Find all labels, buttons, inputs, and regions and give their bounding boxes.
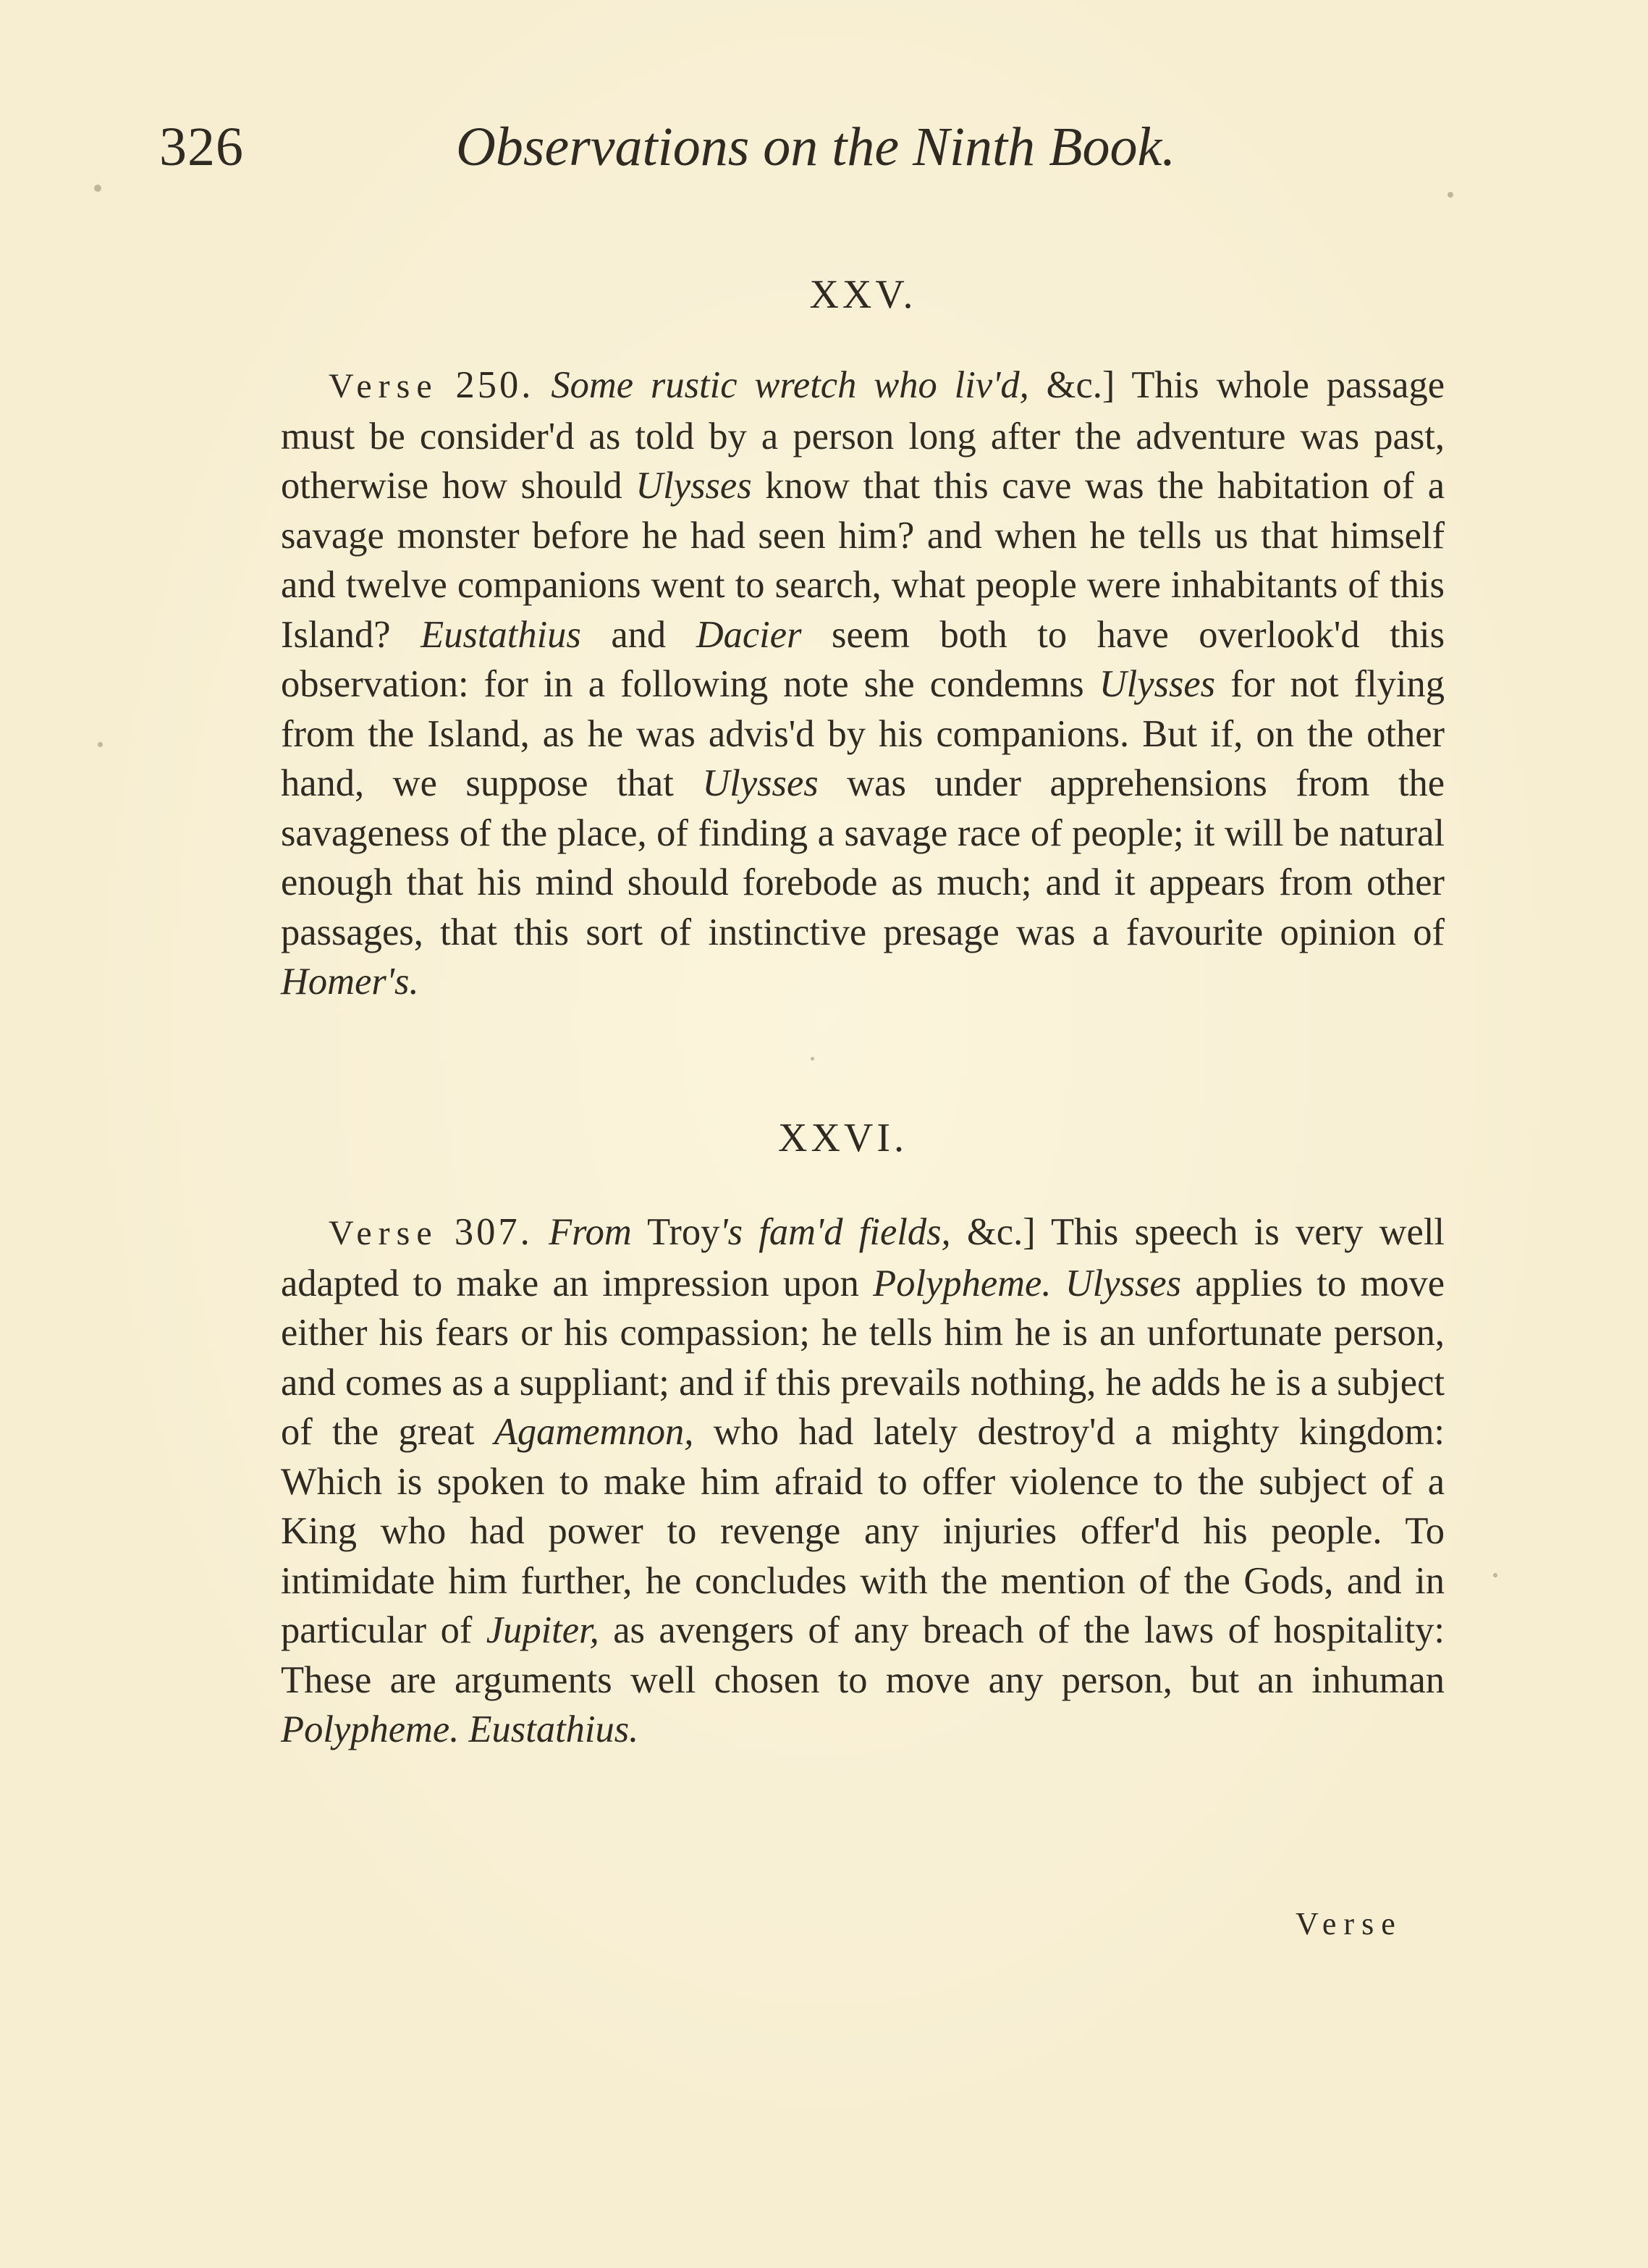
- verse-label: Verse: [329, 367, 439, 405]
- body-text: and: [611, 613, 667, 656]
- body-text: This whole passage must be consider'd as told by a person long after the adventure was past, otherwise how should: [281, 364, 1445, 507]
- body-text: was under apprehensions from the savageness of the place, of finding a savage race of people; it will be natural enough that his mind should forebode as much; and it appears from other passages, that this sort of instinctive presage was a favourite opinion of: [281, 762, 1445, 953]
- name-eustathius: Eustathius: [421, 613, 581, 656]
- body-text: know that this cave was the habitation of a savage monster before he had seen him? and when he tells us that himself and twelve companions went to search, what people were inhabitants of this Island?: [281, 465, 1445, 656]
- paper-speck: [98, 742, 103, 747]
- body-text: for not flying from the Island, as he was advis'd by his companions. But if, on the other hand, we suppose that: [281, 663, 1445, 804]
- name-polypheme: Polypheme.: [281, 1708, 460, 1750]
- name-ulysses: Ulysses: [635, 465, 752, 507]
- body-text: seem both to have overlook'd this observation: for in a following note she condemns: [281, 613, 1445, 705]
- name-agamemnon: Agamemnon,: [494, 1411, 694, 1453]
- body-text: as avengers of any breach of the laws of hospitality: These are arguments well chosen to move any person, but an inhuman: [281, 1609, 1445, 1701]
- section-xxvi-paragraph: [281, 1207, 1445, 1755]
- section-number-xxvi: XXVI.: [778, 1116, 908, 1160]
- catchword: Verse: [1296, 1906, 1403, 1942]
- etc-mark: &c.]: [1046, 364, 1115, 406]
- paper-speck: [1493, 1573, 1497, 1577]
- running-head: [159, 109, 1216, 195]
- body-text: who had lately destroy'd a mighty kingdom: Which is spoken to make him afraid to offer violence to the subject of a King who had power to revenge any injuries offer'd his people. To intimidate him further, he concludes with the mention of the Gods, and in particular of: [281, 1411, 1445, 1651]
- name-ulysses: Ulysses: [1099, 663, 1216, 705]
- verse-quote: Some rustic wretch who liv'd,: [551, 364, 1029, 406]
- name-eustathius: Eustathius.: [468, 1708, 639, 1750]
- paper-speck: [94, 185, 101, 192]
- verse-label: Verse: [329, 1214, 439, 1252]
- section-xxv-paragraph: [281, 361, 1445, 1007]
- verse-quote: 's fam'd fields,: [719, 1211, 951, 1253]
- body-text: applies to move either his fears or his compassion; he tells him he is an unfortunate person, and comes as a suppliant; and if this prevails nothing, he adds he is a subject of the great: [281, 1262, 1445, 1453]
- name-polypheme: Polypheme.: [873, 1262, 1052, 1304]
- verse-number: 307.: [454, 1211, 533, 1253]
- etc-mark: &c.]: [966, 1211, 1036, 1253]
- header-title: Observations on the Ninth Book.: [456, 117, 1176, 177]
- verse-quote-place: Troy: [647, 1211, 720, 1253]
- section-number-xxv: XXV.: [809, 272, 917, 317]
- name-ulysses: Ulysses: [702, 762, 819, 804]
- name-ulysses: Ulysses: [1065, 1262, 1182, 1304]
- page-number: 326: [159, 117, 244, 177]
- name-jupiter: Jupiter,: [486, 1609, 599, 1651]
- name-dacier: Dacier: [696, 613, 802, 656]
- name-homer: Homer's.: [281, 961, 419, 1003]
- paper-speck: [1448, 192, 1453, 198]
- verse-quote: From: [549, 1211, 632, 1253]
- paper-speck: [811, 1057, 814, 1061]
- body-text: This speech is very well adapted to make an impression upon: [281, 1211, 1445, 1304]
- verse-number: 250.: [455, 364, 534, 406]
